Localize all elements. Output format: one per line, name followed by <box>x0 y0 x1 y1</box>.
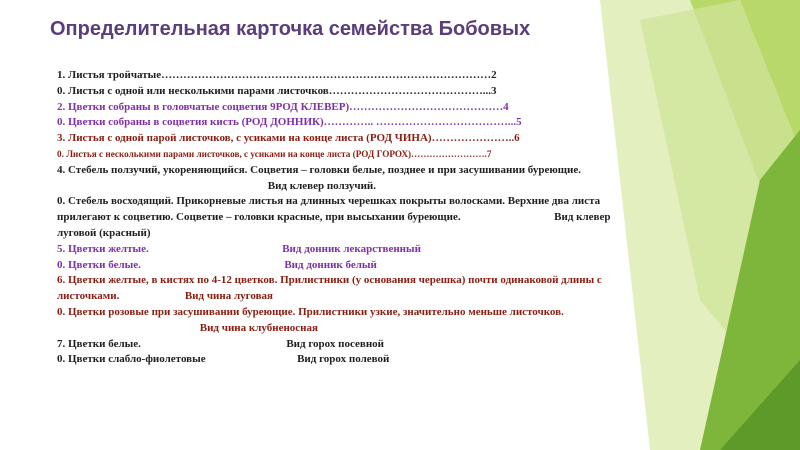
key-line-13-species: Вид горох посевной <box>286 337 385 350</box>
key-line-12-text: 0. Цветки розовые при засушивании буреющие. Прилистники узкие, значительно меньше листочков. <box>57 305 564 318</box>
key-line-11-species: Вид чина луговая <box>184 290 273 303</box>
key-line-12 <box>57 305 637 337</box>
key-line-9 <box>57 242 637 258</box>
key-line-14-text: 0. Цветки слабло-фиолетовые <box>57 353 206 366</box>
key-line-7-species: Вид клевер ползучий. <box>267 179 377 192</box>
key-line-14 <box>57 352 637 368</box>
page-title: Определительная карточка семейства Бобовых <box>50 18 531 40</box>
key-line-11-text: 6. Цветки желтые, в кистях по 4-12 цветков. Прилистники (у основания черешка) почти одинаковой длины с листочками. <box>57 274 602 303</box>
key-line-2: 0. Листья с одной или несколькими парами листочков……………………………………...3 <box>57 84 497 97</box>
key-line-13 <box>57 337 637 353</box>
key-line-7 <box>57 163 637 195</box>
key-line-8-text: 0. Стебель восходящий. Прикорневые листья на длинных черешках покрыты волосками. Верхние два листа прилегают к соцветию. Соцветие – головки красные, при высыхании буреющие. <box>57 195 601 224</box>
key-line-12-species: Вид чина клубненосная <box>199 321 318 334</box>
key-card <box>57 68 637 368</box>
key-line-10 <box>57 258 637 274</box>
key-line-14-species: Вид горох полевой <box>297 353 390 366</box>
key-line-6: 0. Листья с несколькими парами листочков, с усиками на конце листа (РОД ГОРОХ)…………………….7 <box>57 148 492 159</box>
key-line-9-text: 5. Цветки желтые. <box>57 242 149 255</box>
key-line-8 <box>57 194 637 241</box>
key-line-13-text: 7. Цветки белые. <box>57 337 141 350</box>
key-line-9-species: Вид донник лекарственный <box>282 242 421 255</box>
key-line-7-text: 4. Стебель ползучий, укореняющийся. Соцветия – головки белые, позднее и при засушивании буреющие. <box>57 163 582 176</box>
key-line-1: 1. Листья тройчатые………………………………………………………………………………2 <box>57 69 497 81</box>
key-line-11 <box>57 273 637 305</box>
key-line-10-species: Вид донник белый <box>284 258 377 271</box>
key-line-3: 2. Цветки собраны в головчатые соцветия 9РОД КЛЕВЕР)……………………………………4 <box>57 100 509 113</box>
key-line-5: 3. Листья с одной парой листочков, с усиками на конце листа (РОД ЧИНА)…………………..6 <box>57 132 520 145</box>
key-line-8-species: Вид клевер луговой (красный) <box>57 211 611 239</box>
key-line-10-text: 0. Цветки белые. <box>57 258 141 271</box>
key-line-4: 0. Цветки собраны в соцветия кисть (РОД ДОННИК)………….. ………………………………...5 <box>57 116 522 129</box>
